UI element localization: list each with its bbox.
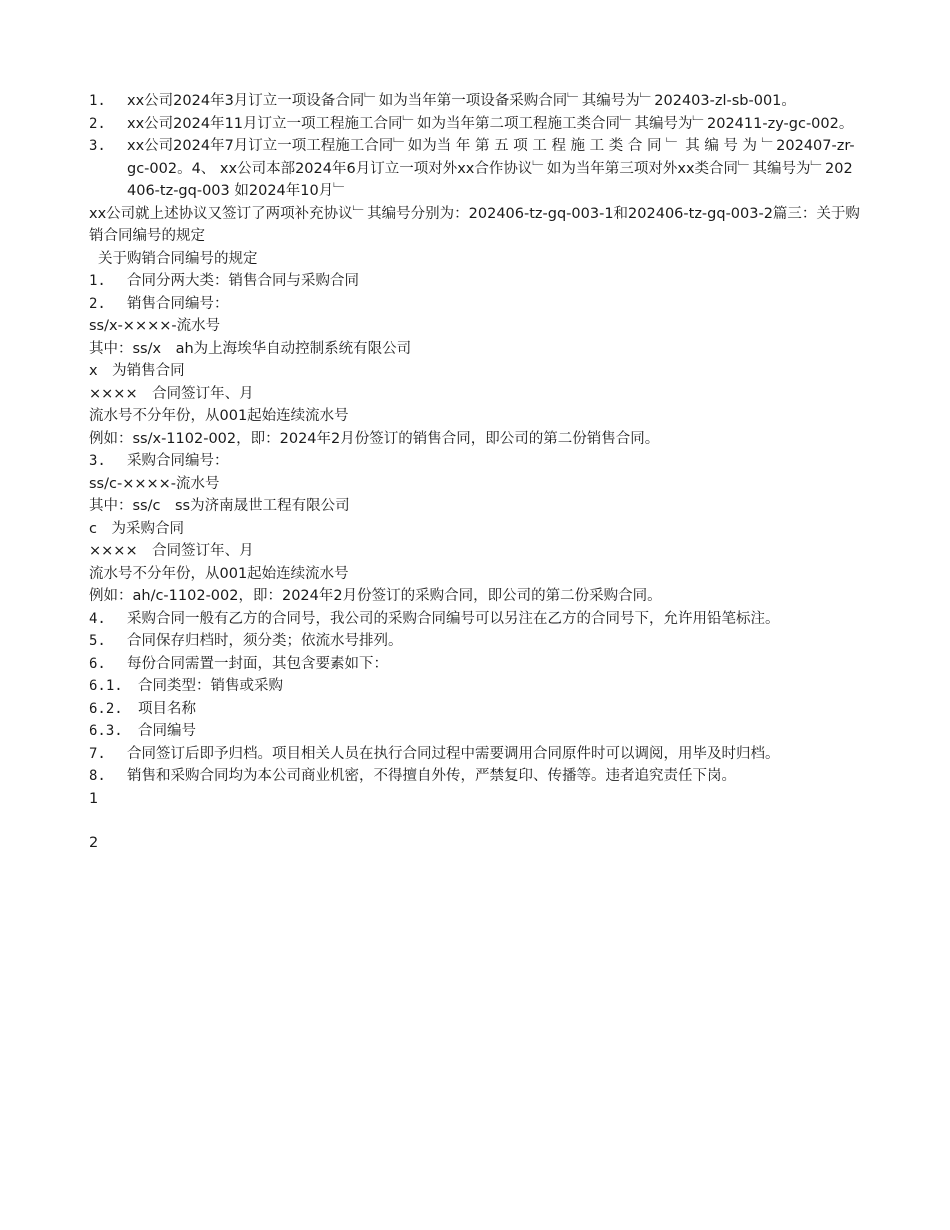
list-number: 6. xyxy=(89,655,106,672)
list-number: 2. xyxy=(89,295,106,312)
intro-item-3 xyxy=(89,135,861,203)
rule-1 xyxy=(89,270,861,293)
rule-6 xyxy=(89,653,861,676)
intro-item-2 xyxy=(89,113,861,136)
purchase-example: 例如：ah/c-1102-002，即：2024年2月份签订的采购合同，即公司的第二份采购合同。 xyxy=(89,588,662,604)
list-number: 4. xyxy=(89,610,106,627)
continuation-paragraph: xx公司就上述协议又签订了两项补充协议﹂其编号分别为：202406-tz-gq-003-1和202406-tz-gq-003-2篇三：关于购销合同编号的规定 xyxy=(89,205,860,244)
list-text: 合同分两大类：销售合同与采购合同 xyxy=(127,273,359,289)
rule-7 xyxy=(89,743,861,766)
list-text: 合同签订后即予归档。项目相关人员在执行合同过程中需要调用合同原件时可以调阅，用毕及时归档。 xyxy=(127,745,780,762)
list-text: 采购合同一般有乙方的合同号，我公司的采购合同编号可以另注在乙方的合同号下，允许用铅笔标注。 xyxy=(127,610,780,627)
intro-item-1 xyxy=(89,90,861,113)
list-text: 项目名称 xyxy=(138,700,196,717)
list-number: 1. xyxy=(89,273,106,289)
rule-5 xyxy=(89,630,861,653)
purchase-serial-desc: 流水号不分年份，从001起始连续流水号 xyxy=(89,565,349,582)
rule-6-1 xyxy=(89,675,861,698)
sales-where: 其中：ss/x ah为上海埃华自动控制系统有限公司 xyxy=(89,340,412,357)
list-text: 合同编号 xyxy=(138,723,196,739)
rule-2 xyxy=(89,293,861,316)
rule-8 xyxy=(89,765,861,788)
document-body xyxy=(89,90,861,855)
list-text: 销售合同编号： xyxy=(127,295,229,312)
rule-6-2 xyxy=(89,698,861,721)
list-number: 3. xyxy=(89,138,106,154)
rule-6-3 xyxy=(89,720,861,743)
list-number: 1. xyxy=(89,93,106,109)
list-number: 6.3. xyxy=(89,723,123,739)
purchase-where: 其中：ss/c ss为济南晟世工程有限公司 xyxy=(89,498,350,514)
list-text: 每份合同需置一封面，其包含要素如下： xyxy=(127,655,388,672)
list-text: 采购合同编号： xyxy=(127,453,229,469)
list-text: xx公司2024年3月订立一项设备合同﹂如为当年第一项设备采购合同﹂其编号为﹂202403-zl-sb-001。 xyxy=(127,93,796,109)
list-number: 8. xyxy=(89,768,106,784)
list-text: xx公司2024年7月订立一项工程施工合同﹂如为当 年 第 五 项 工 程 施 工 类 合 同 ﹂ 其 编 号 为 ﹂202407-zr-gc-002。4、 xx公司本部2024年6月订立一项对外xx合作协议﹂如为当年第三项对外xx类合同﹂其编号为﹂202406-tz-gq-003 如2024年10月﹂ xyxy=(127,138,855,199)
list-text: xx公司2024年11月订立一项工程施工合同﹂如为当年第二项工程施工类合同﹂其编号为﹂202411-zy-gc-002。 xyxy=(127,115,854,132)
purchase-date-desc: ×××× 合同签订年、月 xyxy=(89,543,254,559)
page-number-2: 2 xyxy=(89,835,99,851)
sales-example: 例如：ss/x-1102-002，即：2024年2月份签订的销售合同，即公司的第二份销售合同。 xyxy=(89,430,660,447)
list-number: 6.1. xyxy=(89,678,123,694)
section-title: 关于购销合同编号的规定 xyxy=(98,250,258,267)
sales-serial-desc: 流水号不分年份，从001起始连续流水号 xyxy=(89,408,349,424)
purchase-c-desc: c 为采购合同 xyxy=(89,520,184,537)
list-text: 合同保存归档时，须分类；依流水号排列。 xyxy=(127,633,403,649)
list-number: 6.2. xyxy=(89,700,123,717)
sales-x-desc: x 为销售合同 xyxy=(89,363,185,379)
list-number: 3. xyxy=(89,453,106,469)
page-number-1: 1 xyxy=(89,790,99,807)
purchase-format: ss/c-××××-流水号 xyxy=(89,475,220,492)
rule-3 xyxy=(89,450,861,473)
sales-date-desc: ×××× 合同签订年、月 xyxy=(89,385,254,402)
sales-format: ss/x-××××-流水号 xyxy=(89,318,221,334)
list-number: 7. xyxy=(89,745,106,762)
list-number: 5. xyxy=(89,633,106,649)
list-text: 合同类型：销售或采购 xyxy=(138,678,283,694)
list-number: 2. xyxy=(89,115,106,132)
rule-4 xyxy=(89,608,861,631)
list-text: 销售和采购合同均为本公司商业机密，不得擅自外传，严禁复印、传播等。违者追究责任下岗。 xyxy=(127,768,736,784)
